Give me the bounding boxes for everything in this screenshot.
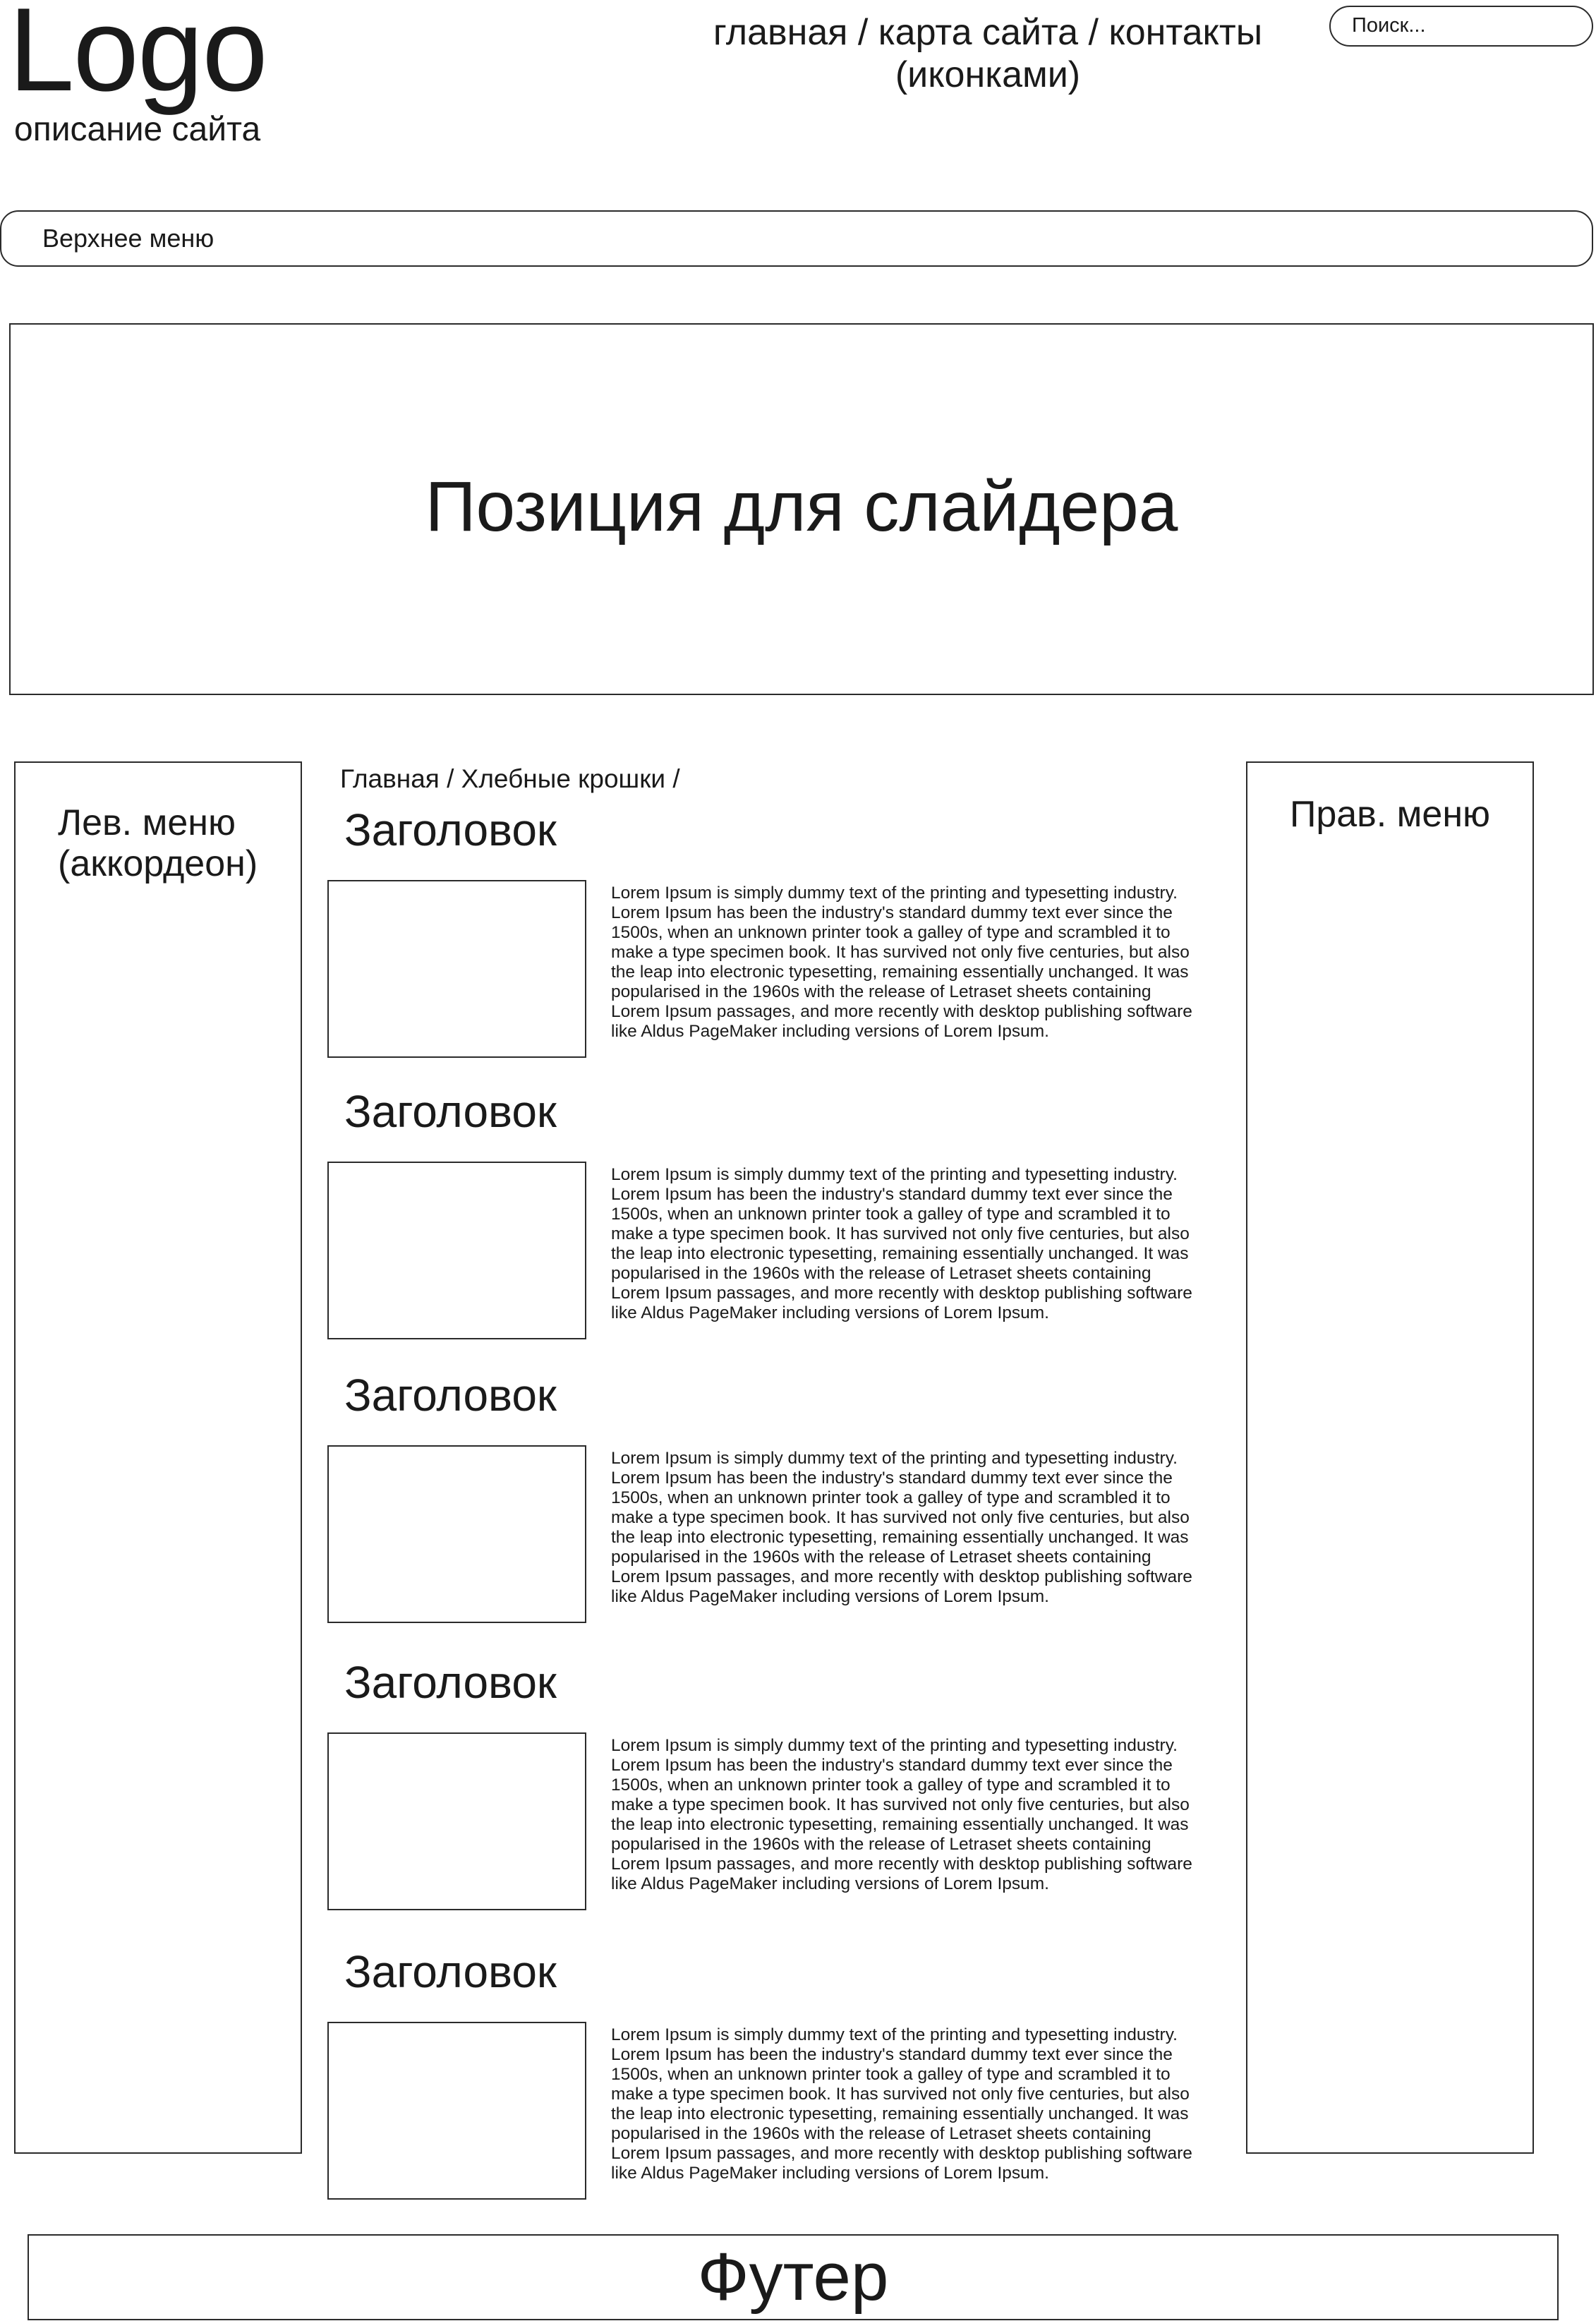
article-item	[327, 1657, 1216, 1922]
search-placeholder: Поиск...	[1352, 14, 1426, 37]
article-title[interactable]: Заголовок	[344, 1086, 557, 1137]
top-links[interactable]	[663, 11, 1312, 96]
article-text: Lorem Ipsum is simply dummy text of the printing and typesetting industry. Lorem Ipsum has been the industry's standard dummy text ever since the 1500s, when an unknown printer took a galley of type and scrambled it to make a type specimen book. It has survived not only five centuries, but also the leap into electronic typesetting, remaining essentially unchanged. It was popularised in the 1960s with the release of Letraset sheets containing Lorem Ipsum passages, and more recently with desktop publishing software like Aldus PageMaker including versions of Lorem Ipsum.	[611, 1165, 1192, 1322]
footer	[28, 2234, 1559, 2320]
left-menu-label-line2: (аккордеон)	[58, 843, 258, 884]
article-text: Lorem Ipsum is simply dummy text of the printing and typesetting industry. Lorem Ipsum has been the industry's standard dummy text ever since the 1500s, when an unknown printer took a galley of type and scrambled it to make a type specimen book. It has survived not only five centuries, but also the leap into electronic typesetting, remaining essentially unchanged. It was popularised in the 1960s with the release of Letraset sheets containing Lorem Ipsum passages, and more recently with desktop publishing software like Aldus PageMaker including versions of Lorem Ipsum.	[611, 1449, 1192, 1606]
article-item	[327, 804, 1216, 1070]
top-links-line2: (иконками)	[895, 54, 1081, 95]
article-image-placeholder[interactable]	[327, 1445, 586, 1623]
article-text: Lorem Ipsum is simply dummy text of the printing and typesetting industry. Lorem Ipsum has been the industry's standard dummy text ever since the 1500s, when an unknown printer took a galley of type and scrambled it to make a type specimen book. It has survived not only five centuries, but also the leap into electronic typesetting, remaining essentially unchanged. It was popularised in the 1960s with the release of Letraset sheets containing Lorem Ipsum passages, and more recently with desktop publishing software like Aldus PageMaker including versions of Lorem Ipsum.	[611, 2025, 1192, 2183]
slider-label: Позиция для слайдера	[425, 467, 1178, 546]
left-menu-label	[58, 802, 258, 884]
article-title[interactable]: Заголовок	[344, 1370, 557, 1421]
article-title[interactable]: Заголовок	[344, 804, 557, 855]
logo[interactable]: Logo	[8, 0, 267, 116]
article-title[interactable]: Заголовок	[344, 1657, 557, 1708]
article-text: Lorem Ipsum is simply dummy text of the printing and typesetting industry. Lorem Ipsum has been the industry's standard dummy text ever since the 1500s, when an unknown printer took a galley of type and scrambled it to make a type specimen book. It has survived not only five centuries, but also the leap into electronic typesetting, remaining essentially unchanged. It was popularised in the 1960s with the release of Letraset sheets containing Lorem Ipsum passages, and more recently with desktop publishing software like Aldus PageMaker including versions of Lorem Ipsum.	[611, 884, 1192, 1041]
article-image-placeholder[interactable]	[327, 1732, 586, 1910]
article-title[interactable]: Заголовок	[344, 1946, 557, 1997]
breadcrumb[interactable]: Главная / Хлебные крошки /	[340, 764, 680, 793]
article-item	[327, 1946, 1216, 2212]
left-menu-label-line1: Лев. меню	[58, 802, 236, 843]
article-text: Lorem Ipsum is simply dummy text of the printing and typesetting industry. Lorem Ipsum has been the industry's standard dummy text ever since the 1500s, when an unknown printer took a galley of type and scrambled it to make a type specimen book. It has survived not only five centuries, but also the leap into electronic typesetting, remaining essentially unchanged. It was popularised in the 1960s with the release of Letraset sheets containing Lorem Ipsum passages, and more recently with desktop publishing software like Aldus PageMaker including versions of Lorem Ipsum.	[611, 1736, 1192, 1893]
article-item	[327, 1086, 1216, 1351]
article-image-placeholder[interactable]	[327, 880, 586, 1058]
article-image-placeholder[interactable]	[327, 2022, 586, 2200]
article-image-placeholder[interactable]	[327, 1162, 586, 1339]
top-menu-label: Верхнее меню	[42, 224, 214, 253]
top-links-line1[interactable]: главная / карта сайта / контакты	[713, 12, 1263, 53]
left-menu[interactable]	[14, 761, 302, 2154]
slider-area[interactable]	[9, 323, 1594, 695]
search-input[interactable]	[1329, 6, 1593, 47]
footer-label: Футер	[697, 2239, 889, 2315]
top-menu[interactable]	[0, 210, 1593, 267]
right-menu-label: Прав. меню	[1289, 794, 1491, 835]
site-description: описание сайта	[14, 111, 261, 148]
right-menu[interactable]	[1246, 761, 1534, 2154]
article-item	[327, 1370, 1216, 1635]
